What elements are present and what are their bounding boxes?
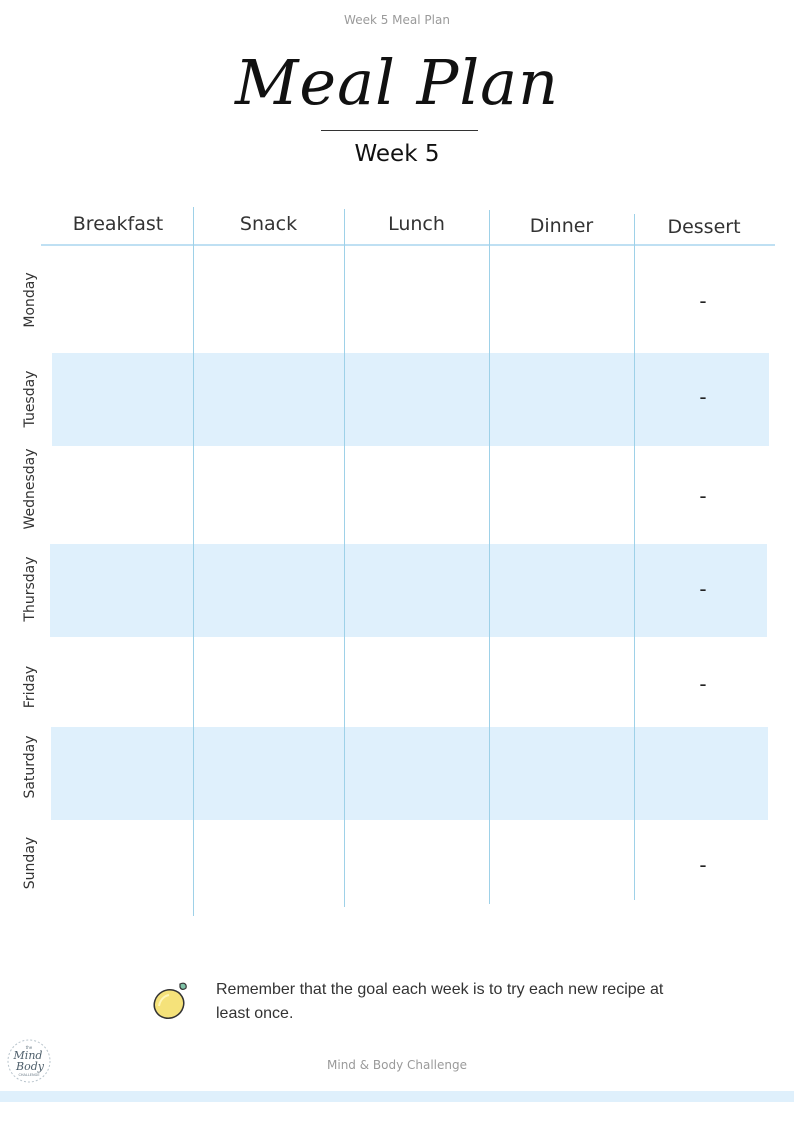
svg-text:CHALLENGE: CHALLENGE — [18, 1073, 40, 1077]
week-subtitle: Week 5 — [354, 141, 440, 167]
page-header: Week 5 Meal Plan — [344, 13, 450, 27]
column-header-dessert: Dessert — [667, 216, 741, 238]
column-divider — [193, 207, 194, 916]
svg-text:the: the — [25, 1045, 33, 1050]
column-divider — [634, 214, 635, 900]
dessert-cell-sunday: - — [699, 853, 707, 877]
column-header-breakfast: Breakfast — [72, 213, 164, 235]
day-label-tuesday: Tuesday — [22, 370, 38, 428]
lemon-icon — [150, 978, 190, 1026]
header-rule — [41, 244, 775, 246]
dessert-cell-wednesday: - — [699, 484, 707, 508]
footer-brand-text: Mind & Body Challenge — [327, 1058, 467, 1072]
reminder-note: Remember that the goal each week is to try each new recipe at least once. — [216, 981, 664, 1022]
dessert-cell-thursday: - — [699, 577, 707, 601]
row-band-tuesday — [52, 353, 769, 446]
row-band-saturday — [51, 727, 768, 820]
title-underline — [321, 130, 478, 131]
column-header-snack: Snack — [239, 213, 298, 235]
dessert-cell-tuesday: - — [699, 385, 707, 409]
page-title: Meal Plan — [234, 46, 560, 119]
day-label-monday: Monday — [22, 272, 38, 328]
row-band-thursday — [50, 544, 767, 637]
day-label-saturday: Saturday — [22, 735, 38, 799]
column-header-dinner: Dinner — [529, 215, 594, 237]
day-label-wednesday: Wednesday — [22, 448, 38, 530]
svg-text:Mind: Mind — [13, 1049, 43, 1062]
column-divider — [489, 210, 490, 904]
day-label-friday: Friday — [22, 665, 38, 709]
footer-bar — [0, 1091, 794, 1102]
dessert-cell-monday: - — [699, 289, 707, 313]
day-label-sunday: Sunday — [22, 836, 38, 890]
day-label-thursday: Thursday — [22, 556, 38, 622]
column-divider — [344, 209, 345, 907]
svg-text:Body: Body — [16, 1060, 44, 1073]
dessert-cell-friday: - — [699, 672, 707, 696]
column-header-lunch: Lunch — [388, 213, 445, 235]
